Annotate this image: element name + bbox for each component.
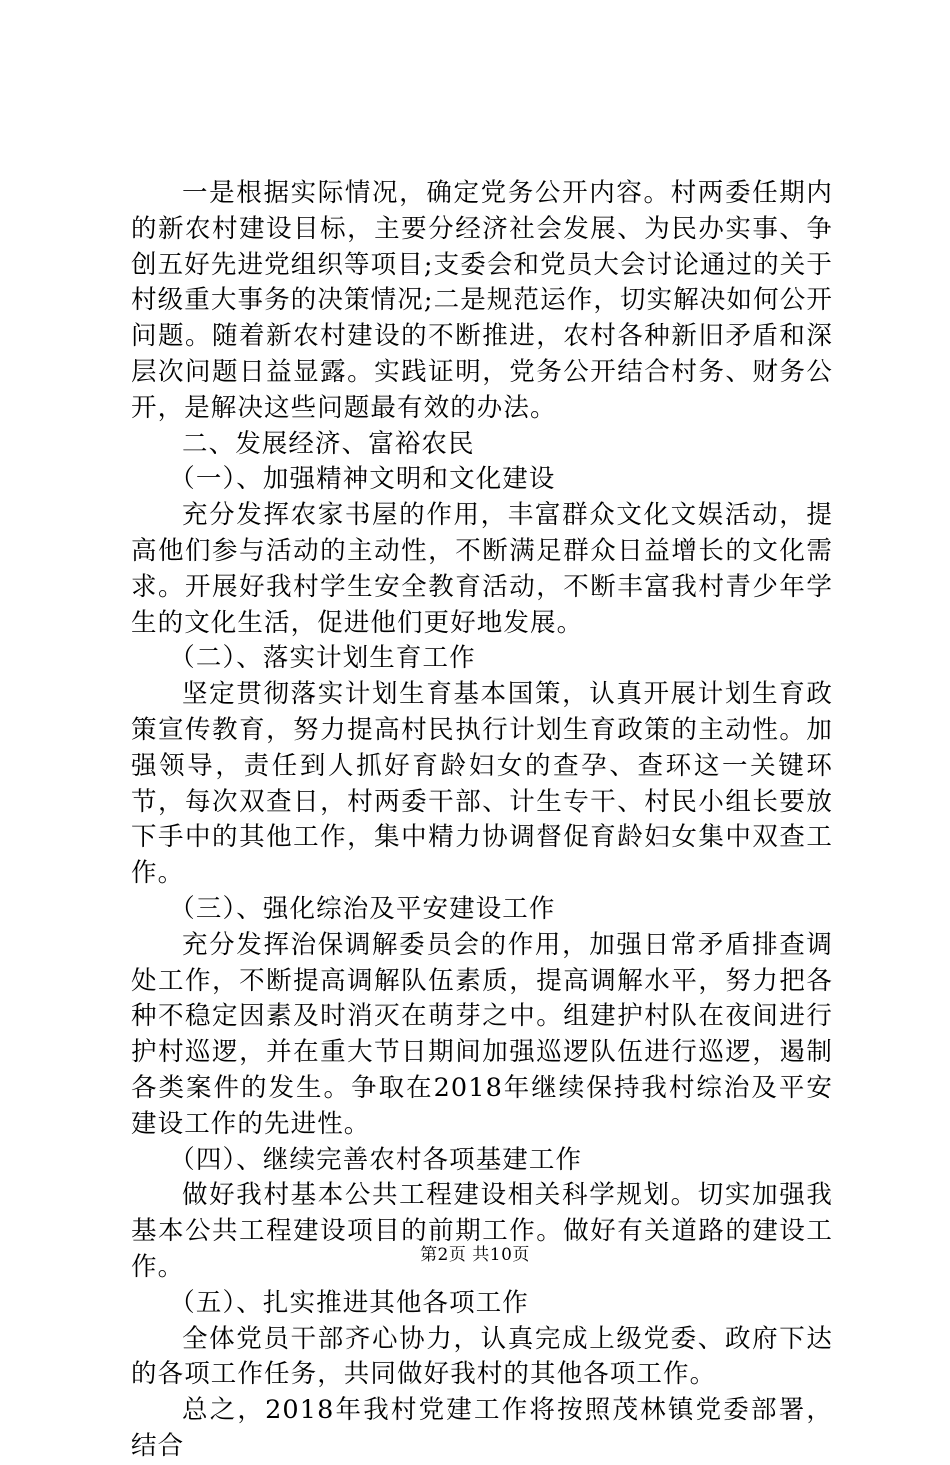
section-heading-economy: 二、发展经济、富裕农民 — [182, 428, 475, 459]
paragraph-conclusion: 总之，2018年我村党建工作将按照茂林镇党委部署，结合 — [131, 1395, 833, 1461]
paragraph-infrastructure: 做好我村基本公共工程建设相关科学规划。切实加强我基本公共工程建设项目的前期工作。做好有关道路的建设工作。 — [131, 1180, 833, 1282]
subheading-infrastructure: （四）、继续完善农村各项基建工作 — [169, 1144, 583, 1175]
subheading-family-planning: （二）、落实计划生育工作 — [169, 643, 476, 674]
page-footer — [0, 1240, 950, 1265]
paragraph-disclosure: 一是根据实际情况，确定党务公开内容。村两委任期内的新农村建设目标，主要分经济社会发展、为民办实事、争创五好先进党组织等项目;支委会和党员大会讨论通过的关于村级重大事务的决策情况;二是规范运作，切实解决如何公开问题。随着新农村建设的不断推进，农村各种新旧矛盾和深层次问题日益显露。实践证明，党务公开结合村务、财务公开，是解决这些问题最有效的办法。 — [131, 178, 833, 423]
subheading-civilization: （一）、加强精神文明和文化建设 — [169, 464, 556, 495]
paragraph-public-security: 充分发挥治保调解委员会的作用，加强日常矛盾排查调处工作，不断提高调解队伍素质，提高调解水平，努力把各种不稳定因素及时消灭在萌芽之中。组建护村队在夜间进行护村巡逻，并在重大节日期间加强巡逻队伍进行巡逻，遏制各类案件的发生。争取在2018年继续保持我村综治及平安建设工作的先进性。 — [131, 929, 833, 1139]
paragraph-civilization: 充分发挥农家书屋的作用，丰富群众文化文娱活动，提高他们参与活动的主动性，不断满足群众日益增长的文化需求。开展好我村学生安全教育活动，不断丰富我村青少年学生的文化生活，促进他们更好地发展。 — [131, 500, 833, 638]
paragraph-other-work: 全体党员干部齐心协力，认真完成上级党委、政府下达的各项工作任务，共同做好我村的其他各项工作。 — [131, 1323, 833, 1390]
page-number: 第2页 共10页 — [420, 1245, 530, 1265]
document-body — [131, 176, 833, 1465]
subheading-other-work: （五）、扎实推进其他各项工作 — [169, 1287, 529, 1318]
paragraph-family-planning: 坚定贯彻落实计划生育基本国策，认真开展计划生育政策宣传教育，努力提高村民执行计划生育政策的主动性。加强领导，责任到人抓好育龄妇女的查孕、查环这一关键环节，每次双查日，村两委干部、计生专干、村民小组长要放下手中的其他工作，集中精力协调督促育龄妇女集中双查工作。 — [131, 679, 833, 889]
subheading-public-security: （三）、强化综治及平安建设工作 — [169, 893, 556, 924]
